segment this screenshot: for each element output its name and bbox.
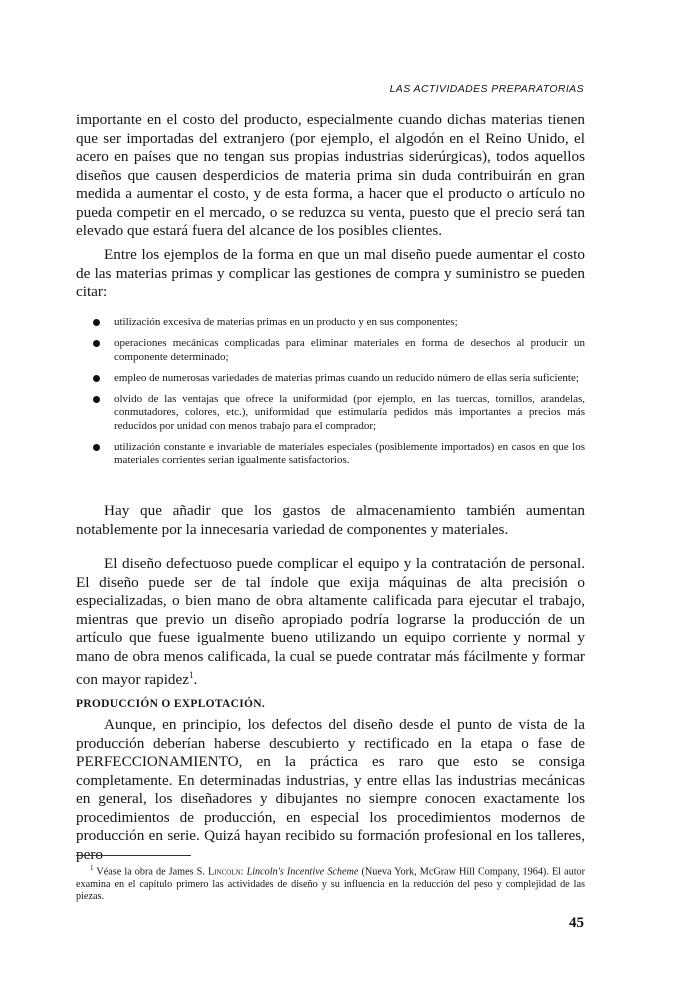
bullet-icon [93, 444, 100, 451]
footnote-text-before: Véase la obra de James S. [96, 866, 205, 878]
list-item-text: utilización excesiva de materias primas en un producto y en sus componentes; [114, 316, 458, 328]
paragraph-4: El diseño defectuoso puede complicar el equipo y la contratación de personal. El diseño puede ser de tal índole que exija máquinas de alta precisión o especializadas, o bien mano de obra altamente calificada para ejecutar el trabajo, mientras que previo un diseño apropiado podría lograrse la producción de un artículo que fuese igualmente bueno utilizando un equipo corriente y normal y mano de obra menos calificada, la cual se puede contratar más fácilmente y formar con mayor rapidez$^1$. [76, 555, 585, 689]
list-item [93, 337, 585, 364]
list-item [93, 393, 585, 433]
list-item [93, 441, 585, 468]
bullet-icon [93, 340, 100, 347]
paragraph-2: Entre los ejemplos de la forma en que un mal diseño puede aumentar el costo de las materias primas y complicar las gestiones de compra y suministro se pueden citar: [76, 246, 585, 300]
section-heading: PRODUCCIÓN O EXPLOTACIÓN. [76, 698, 266, 710]
bullet-icon [93, 396, 100, 403]
footnote-reference[interactable]: 1 [189, 670, 194, 680]
footnote-number: 1 [90, 864, 94, 872]
list-item-text: operaciones mecánicas complicadas para eliminar materiales en forma de desechos al producir un componente determinado; [114, 337, 585, 363]
paragraph-1: importante en el costo del producto, especialmente cuando dichas materias tienen que ser importadas del extranjero (por ejemplo, el algodón en el Reino Unido, el acero en países que no tengan sus propias industrias siderúrgicas), todos aquellos diseños que causen desperdicios de materia prima sin duda contribuirán en gran medida a aumentar el costo, y de esta forma, a hacer que el producto o artículo no pueda competir en el mercado, o se reduzca su venta, puesto que el precio será tan elevado que estará fuera del alcance de los posibles clientes. [76, 111, 585, 239]
paragraph-5: Aunque, en principio, los defectos del diseño desde el punto de vista de la producción deberían haberse descubierto y rectificado en la etapa o fase de PERFECCIONAMIENTO, en la práctica es raro que esto se consiga completamente. En determinadas industrias, y entre ellas las industrias mecánicas en general, los diseñadores y dibujantes no siempre conocen exactamente los procedimientos de producción, en especial los procedimientos modernos de producción en serie. Quizá hayan recibido su formación profesional en los talleres, pero [76, 716, 585, 863]
paragraph-3: Hay que añadir que los gastos de almacenamiento también aumentan notablemente por la innecesaria variedad de componentes y materiales. [76, 502, 585, 538]
footnote-text-after: (Nueva York, McGraw Hill Company, 1964). El autor examina en el capítulo primero las actividades de diseño y su influencia en la reducción del peso y complejidad de las piezas. [76, 866, 586, 902]
footnote-author: Lincoln [207, 866, 241, 878]
list-item [93, 316, 585, 329]
bullet-icon [93, 375, 100, 382]
running-head: LAS ACTIVIDADES PREPARATORIAS [389, 83, 584, 95]
list-item-text: empleo de numerosas variedades de materias primas cuando un reducido número de ellas sería suficiente; [114, 371, 579, 384]
page-number: 45 [569, 915, 584, 931]
bullet-icon [93, 319, 100, 326]
paragraph-4-text: El diseño defectuoso puede complicar el equipo y la contratación de personal. El diseño puede ser de tal índole que exija máquinas de alta precisión o especializadas, o bien mano de obra altamente calificada para ejecutar el trabajo, mientras que previo un diseño apropiado podría lograrse la producción de un artículo que fuese igualmente bueno utilizando un equipo corriente y normal y mano de obra menos calificada, la cual se puede contratar más fácilmente y formar con mayor rapidez [76, 555, 585, 689]
list-item-text: utilización constante e invariable de materiales especiales (posiblemente importados) en casos en que los materiales corrientes serían igualmente satisfactorios. [114, 441, 585, 467]
footnote: $^1$ Véase la obra de James S. Lincoln: Lincoln's Incentive Scheme (Nueva York, McGraw Hill Company, 1964). El autor examina en el capítulo primero las actividades de diseño y su influencia en la reducción del peso y complejidad de las piezas. [76, 864, 586, 902]
bullet-list [93, 316, 585, 476]
list-item [93, 372, 585, 385]
footnote-title: Lincoln's Incentive Scheme [246, 866, 359, 878]
list-item-text: olvido de las ventajas que ofrece la uniformidad (por ejemplo, en las tuercas, tornillos, arandelas, conmutadores, colores, etc.), uniformidad que estimularía pedidos más importantes a precios más reducidos por unidad con menos trabajo para el comprador; [114, 393, 585, 432]
footnote-divider [76, 855, 191, 856]
